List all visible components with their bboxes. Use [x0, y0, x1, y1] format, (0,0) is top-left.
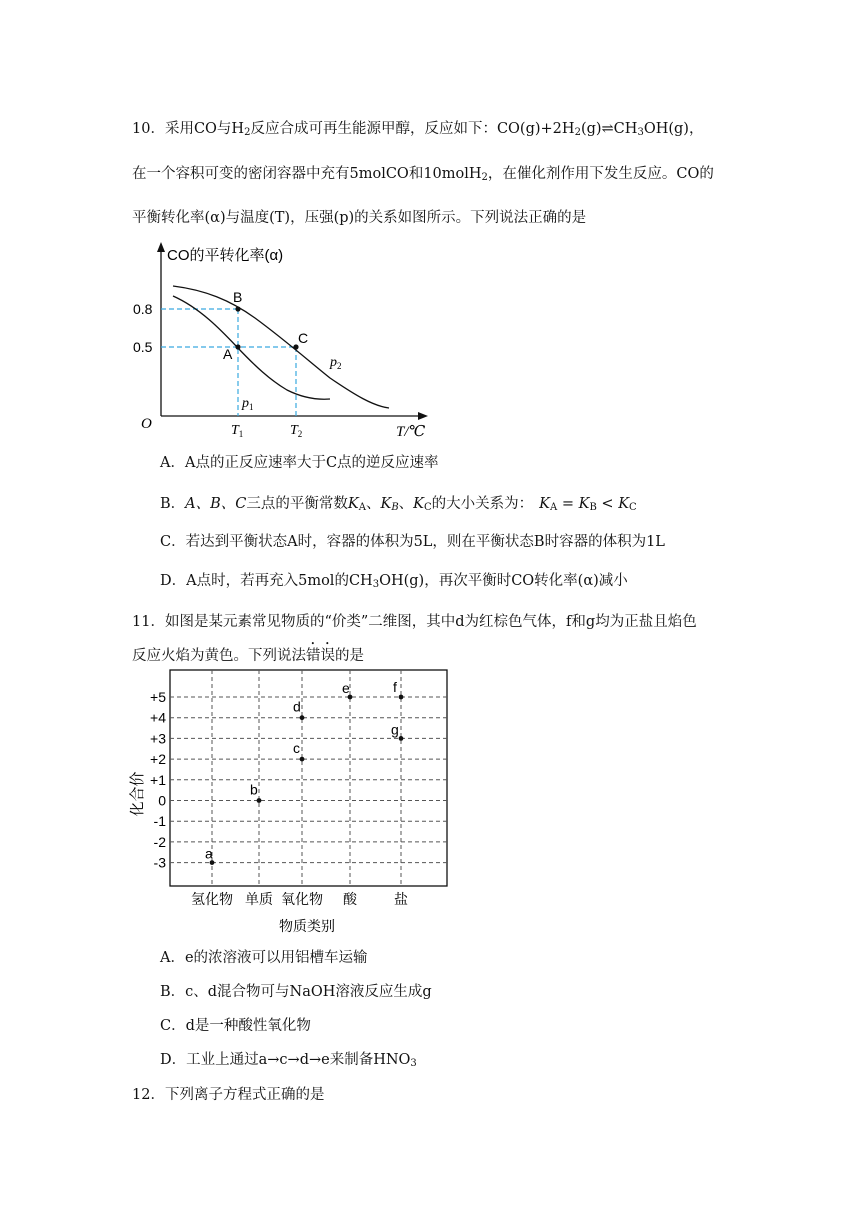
k-symbol: K — [618, 496, 630, 512]
subscript: A — [358, 502, 366, 513]
q12-stem: 12．下列离子方程式正确的是 — [132, 1087, 325, 1103]
x-axis-label: T/℃ — [396, 424, 426, 440]
xtick-t2: $T_2$ — [290, 423, 303, 439]
data-point-g — [399, 736, 404, 741]
subscript: B — [589, 502, 597, 513]
data-point-label: f — [393, 679, 397, 695]
curve-p2-label: $p_2$ — [330, 355, 342, 371]
y-tick-label: -3 — [153, 854, 166, 871]
valence-class-chart — [122, 666, 457, 938]
co-conversion-chart — [125, 240, 445, 445]
x-tick-label: 酸 — [343, 891, 357, 907]
data-point-label: e — [342, 680, 350, 696]
option-text: 三点的平衡常数 — [246, 496, 348, 512]
subscript: 2 — [574, 127, 581, 138]
k-symbol: K — [539, 496, 551, 512]
point-a — [235, 344, 240, 349]
option-text: 、 — [365, 496, 381, 512]
point-b-label: B — [233, 289, 243, 305]
subscript: 2 — [244, 127, 251, 138]
q10-option-b — [160, 492, 637, 513]
y-tick-label: 0 — [158, 792, 166, 809]
k-symbol: K — [347, 496, 359, 512]
x-tick-label: 氢化物 — [191, 891, 233, 907]
q10-text: OH(g)， — [643, 121, 704, 137]
y-tick-label: +1 — [150, 771, 166, 788]
option-text: B． — [160, 496, 186, 512]
k-symbol: K — [380, 496, 392, 512]
y-ticks — [150, 689, 166, 871]
q11-option-b: B．c、d混合物可与NaOH溶液反应生成g — [160, 984, 432, 1000]
option-text: 的大小关系为： — [431, 496, 534, 512]
y-axis-label: 化合价 — [129, 771, 146, 817]
data-point-d — [300, 715, 305, 720]
option-text: 、 — [398, 496, 414, 512]
q10-text: ，在催化剂作用下发生反应。CO的 — [487, 166, 714, 182]
q10-text: (g)⇌CH — [580, 121, 638, 137]
q10-option-c: C．若达到平衡状态A时，容器的体积为5L，则在平衡状态B时容器的体积为1L — [160, 534, 665, 550]
q10-option-d — [160, 569, 628, 590]
data-point-label: a — [205, 845, 213, 862]
y-axis-arrow — [157, 242, 165, 252]
q10-text: 10．采用CO与H — [132, 121, 245, 137]
q10-text: 在一个容积可变的密闭容器中充有5molCO和10molH — [132, 166, 482, 182]
subscript: 2 — [481, 172, 488, 183]
subscript: 3 — [637, 127, 644, 138]
x-tick-label: 盐 — [394, 891, 408, 907]
q10-stem-line1 — [132, 117, 703, 138]
x-tick-label: 氧化物 — [281, 891, 323, 907]
k-symbol: K — [413, 496, 425, 512]
origin-label: O — [141, 416, 152, 432]
y-tick-label: -2 — [153, 833, 166, 850]
data-point-c — [300, 757, 305, 762]
y-tick-label: +3 — [150, 730, 166, 747]
k-symbol: K — [578, 496, 590, 512]
subscript: 3 — [410, 1058, 417, 1069]
subscript: C — [629, 502, 637, 513]
option-text: D．工业上通过a→c→d→e来制备HNO — [160, 1052, 411, 1068]
y-tick-label: +5 — [150, 689, 166, 705]
y-tick-label: +2 — [150, 751, 166, 768]
data-point-label: b — [250, 781, 258, 798]
option-text: < — [596, 496, 619, 512]
x-axis-label: 物质类别 — [279, 918, 335, 934]
subscript: 3 — [372, 579, 380, 590]
data-point-label: d — [293, 698, 301, 715]
q10-option-a: A．A点的正反应速率大于C点的逆反应速率 — [160, 455, 439, 471]
q11-option-a: A．e的浓溶液可以用铝槽车运输 — [160, 950, 368, 966]
q11-option-d — [160, 1048, 417, 1069]
point-b — [235, 306, 240, 311]
y-tick-label: -1 — [153, 813, 166, 830]
y-axis-label: CO的平转化率(α) — [167, 247, 284, 264]
curve-p1 — [173, 296, 330, 399]
subscript: A — [550, 502, 558, 513]
q11-text: 的是 — [335, 648, 364, 664]
xtick-t1: $T_1$ — [231, 423, 244, 439]
option-text: D．A点时，若再充入5mol的CH — [160, 573, 373, 589]
subscript: B — [391, 502, 399, 513]
y-tick-label: +4 — [150, 709, 166, 726]
q11-emphasis: 错误 — [306, 648, 335, 664]
q11-text: 反应火焰为黄色。下列说法 — [132, 648, 306, 664]
ytick-05: 0.5 — [133, 339, 153, 355]
option-text: A、B、C — [185, 496, 247, 512]
subscript: C — [424, 502, 432, 513]
data-point-b — [257, 798, 262, 803]
x-tick-label: 单质 — [245, 891, 273, 907]
option-text: OH(g)，再次平衡时CO转化率(α)减小 — [379, 573, 628, 589]
point-c-label: C — [298, 330, 309, 346]
q10-stem-line3: 平衡转化率(α)与温度(T)，压强(p)的关系如图所示。下列说法正确的是 — [132, 210, 587, 226]
data-point-label: c — [293, 740, 300, 757]
q11-option-c: C．d是一种酸性氧化物 — [160, 1018, 311, 1034]
point-a-label: A — [223, 346, 233, 362]
data-points — [205, 679, 403, 865]
data-point-label: g — [391, 721, 399, 738]
q11-stem-line2 — [132, 640, 364, 665]
ytick-08: 0.8 — [133, 301, 153, 317]
x-axis-arrow — [418, 412, 428, 420]
q10-text: 反应合成可再生能源甲醇，反应如下：CO(g)+2H — [250, 121, 575, 137]
curve-p1-label: $p_1$ — [242, 396, 254, 412]
x-ticks — [191, 891, 408, 907]
data-point-f — [399, 695, 404, 700]
q10-stem-line2 — [132, 162, 714, 183]
option-text: = — [557, 496, 579, 512]
q11-stem-line1: 11．如图是某元素常见物质的“价类”二维图，其中d为红棕色气体，f和g均为正盐且焰色 — [132, 614, 697, 630]
